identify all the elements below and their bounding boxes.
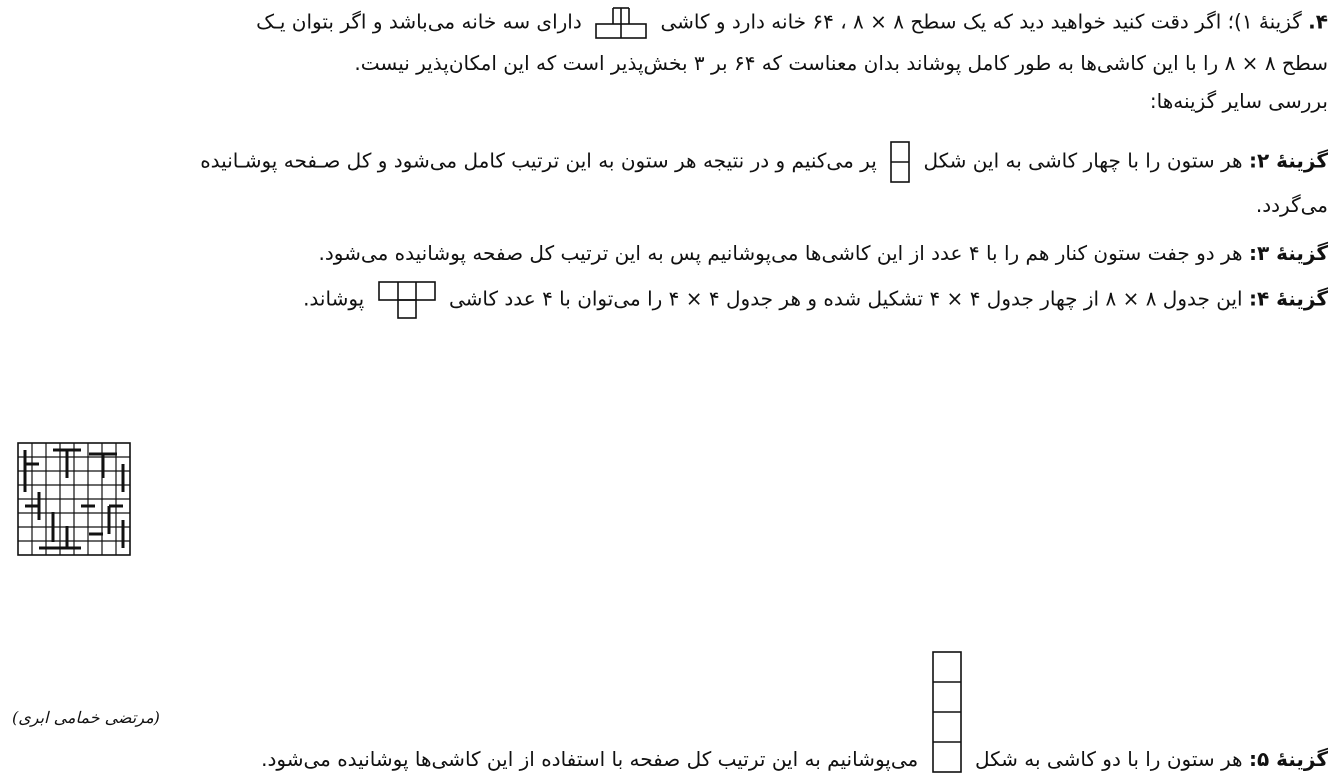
option-4-label: گزینهٔ ۴:	[1248, 286, 1328, 311]
option-2-label: گزینهٔ ۲:	[1248, 148, 1328, 173]
author-credit: (مرتضی خمامی ابری)	[12, 708, 160, 727]
l-tromino-tile-figure	[594, 6, 648, 40]
option-4-line	[10, 280, 1328, 320]
i-tetromino-tile-figure	[931, 650, 963, 774]
option-2-line-2: می‌گردد.	[1255, 193, 1328, 217]
option-2-text-b: پر می‌کنیم و در نتیجه هر ستون به این ترتیب کامل می‌شود و کل صـفحه پوشـانیده	[200, 148, 877, 173]
answer-number: ۴.	[1308, 9, 1328, 34]
option-3-line	[10, 238, 1328, 268]
tiled-8x8-grid-figure	[17, 442, 131, 560]
paragraph-4-line-1	[10, 6, 1328, 40]
review-heading: بررسی سایر گزینه‌ها:	[1149, 89, 1328, 113]
t-tetromino-tile-figure	[377, 280, 437, 320]
option-5-line	[10, 650, 1328, 774]
option-2-text-a: هر ستون را با چهار کاشی به این شکل	[923, 148, 1243, 173]
paragraph-4-line-2: سطح ۸ × ۸ را با این کاشی‌ها به طور کامل پوشاند بدان معناست که ۶۴ بر ۳ بخش‌پذیر است که این امکان‌پذیر نیست.	[354, 51, 1328, 75]
domino-vertical-tile-figure	[889, 140, 911, 184]
option-4-text-a: این جدول ۸ × ۸ از چهار جدول ۴ × ۴ تشکیل شده و هر جدول ۴ × ۴ را می‌توان با ۴ عدد کاشی	[448, 286, 1243, 311]
option-5-text-a: هر ستون را با دو کاشی به شکل	[974, 747, 1243, 771]
option-3-text: هر دو جفت ستون کنار هم را با ۴ عدد از این کاشی‌ها می‌پوشانیم پس به این ترتیب کل صفحه پوشانیده می‌شود.	[318, 241, 1243, 265]
option-2-line-1	[10, 140, 1328, 184]
option-5-label: گزینهٔ ۵:	[1248, 747, 1328, 771]
paragraph-4-text-b: دارای سه خانه می‌باشد و اگر بتوان یـک	[256, 9, 582, 34]
paragraph-4-text-a: گزینهٔ ۱)؛ اگر دقت کنید خواهید دید که یک سطح ۸ × ۸ ، ۶۴ خانه دارد و کاشی	[660, 9, 1302, 34]
option-4-text-b: پوشاند.	[303, 286, 365, 311]
option-3-label: گزینهٔ ۳:	[1248, 241, 1328, 265]
option-5-text-b: می‌پوشانیم به این ترتیب کل صفحه با استفاده از این کاشی‌ها پوشانیده می‌شود.	[261, 747, 919, 771]
